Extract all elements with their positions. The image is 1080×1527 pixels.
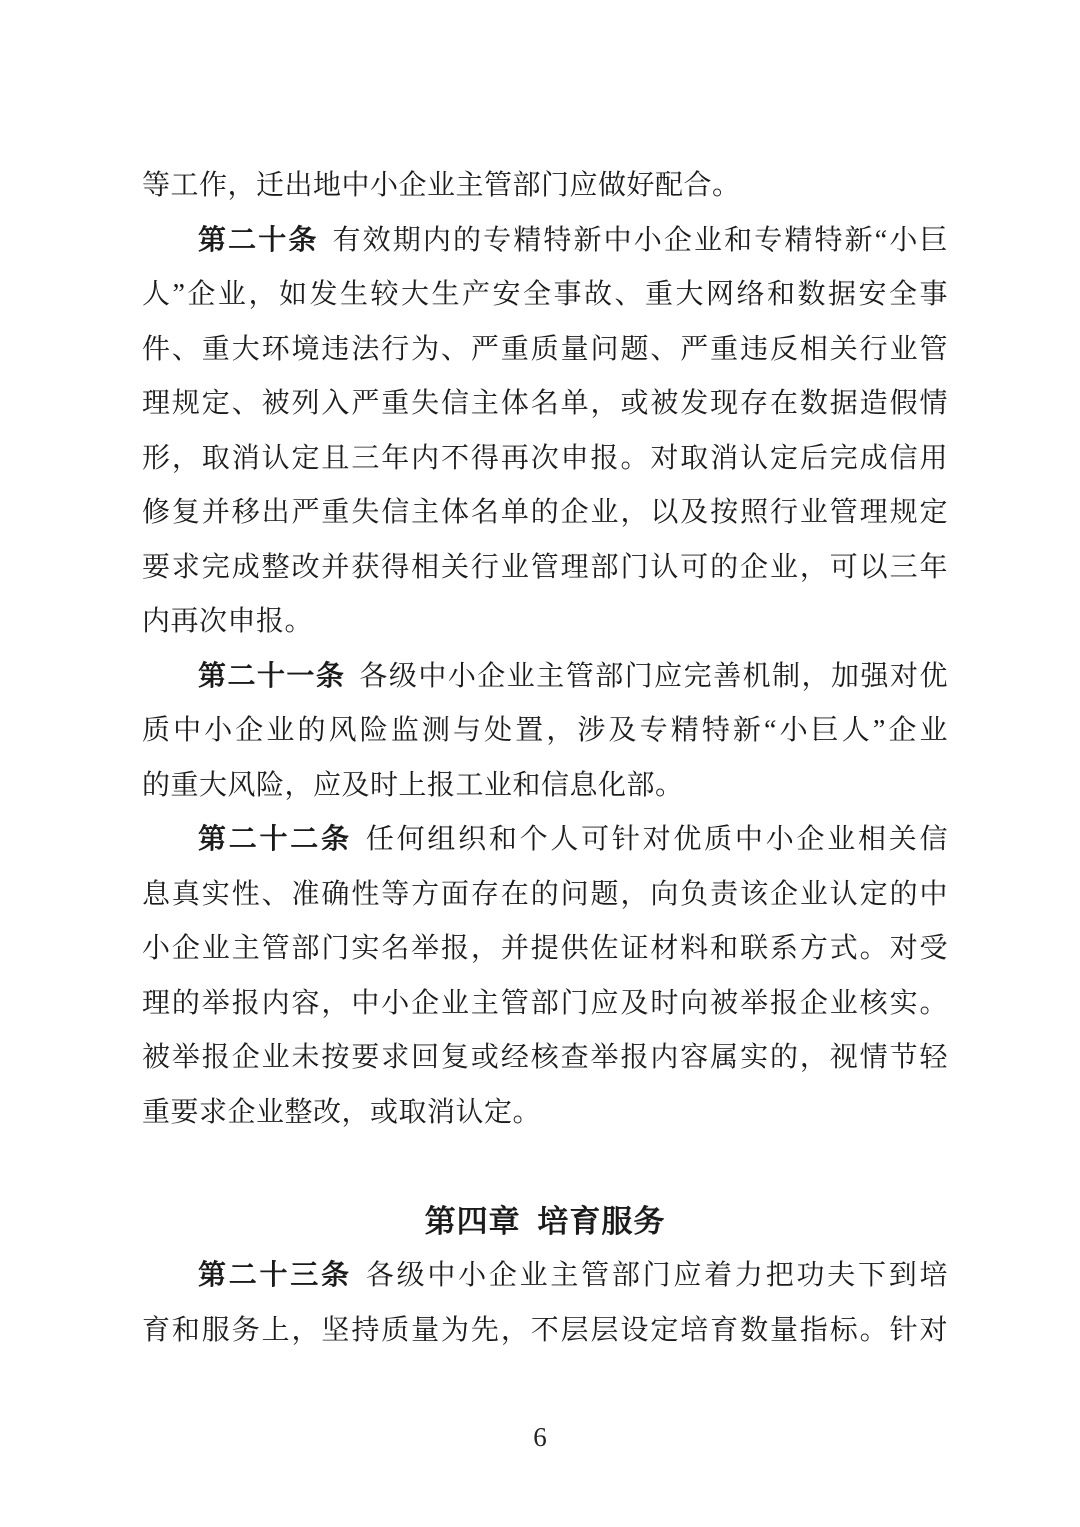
- text-line: [142, 486, 948, 541]
- text-line: [142, 1249, 948, 1304]
- text-line: [142, 214, 948, 269]
- text-line: [142, 759, 948, 814]
- body-text: 质中小企业的风险监测与处置，涉及专精特新“小巨人”企业: [142, 715, 948, 746]
- text-line: [142, 541, 948, 596]
- article-number: 第二十条: [198, 224, 319, 256]
- body-text: 理规定、被列入严重失信主体名单，或被发现存在数据造假情: [142, 388, 948, 419]
- text-line: [142, 159, 948, 214]
- body-text: 内再次申报。: [142, 606, 314, 637]
- text-line: [142, 868, 948, 923]
- text-line: [142, 1304, 948, 1359]
- body-text: 各级中小企业主管部门应完善机制，加强对优: [359, 660, 948, 692]
- body-text: 有效期内的专精特新中小企业和专精特新“小巨: [332, 224, 948, 256]
- text-line: [142, 432, 948, 487]
- text-line: [142, 1031, 948, 1086]
- body-text: 的重大风险，应及时上报工业和信息化部。: [142, 769, 684, 801]
- text-line: [142, 1086, 948, 1141]
- text-line: [142, 813, 948, 868]
- text-line: [142, 650, 948, 705]
- body-text: 件、重大环境违法行为、严重质量问题、严重违反相关行业管: [142, 333, 948, 365]
- text-line: [142, 268, 948, 323]
- body-text: 形，取消认定且三年内不得再次申报。对取消认定后完成信用: [142, 442, 948, 474]
- text-line: [142, 977, 948, 1032]
- article-number: 第二十三条: [198, 1260, 352, 1291]
- article-number: 第二十一条: [198, 660, 346, 692]
- text-line: [142, 595, 948, 650]
- chapter-heading-text: 第四章 培育服务: [424, 1203, 666, 1239]
- document-body: [142, 159, 948, 1358]
- body-text: 任何组织和个人可针对优质中小企业相关信: [365, 824, 948, 855]
- text-line: [142, 704, 948, 759]
- body-text: 理的举报内容，中小企业主管部门应及时向被举报企业核实。: [142, 987, 948, 1019]
- body-text: 重要求企业整改，或取消认定。: [142, 1096, 542, 1128]
- text-line: [142, 377, 948, 432]
- article-number: 第二十二条: [198, 824, 352, 855]
- body-text: 被举报企业未按要求回复或经核查举报内容属实的，视情节轻: [142, 1042, 948, 1073]
- body-text: 育和服务上，坚持质量为先，不层层设定培育数量指标。针对: [142, 1314, 948, 1346]
- body-text: 息真实性、准确性等方面存在的问题，向负责该企业认定的中: [142, 878, 948, 910]
- text-line: [142, 323, 948, 378]
- body-text: 要求完成整改并获得相关行业管理部门认可的企业，可以三年: [142, 551, 948, 583]
- chapter-heading: [142, 1195, 948, 1250]
- body-text: 等工作，迁出地中小企业主管部门应做好配合。: [142, 170, 741, 201]
- body-text: 各级中小企业主管部门应着力把功夫下到培: [365, 1260, 948, 1291]
- page-number: 6: [533, 1422, 547, 1452]
- body-text: 小企业主管部门实名举报，并提供佐证材料和联系方式。对受: [142, 933, 948, 964]
- body-text: 人”企业，如发生较大生产安全事故、重大网络和数据安全事: [142, 279, 948, 310]
- body-text: 修复并移出严重失信主体名单的企业，以及按照行业管理规定: [142, 497, 948, 528]
- text-line: [142, 922, 948, 977]
